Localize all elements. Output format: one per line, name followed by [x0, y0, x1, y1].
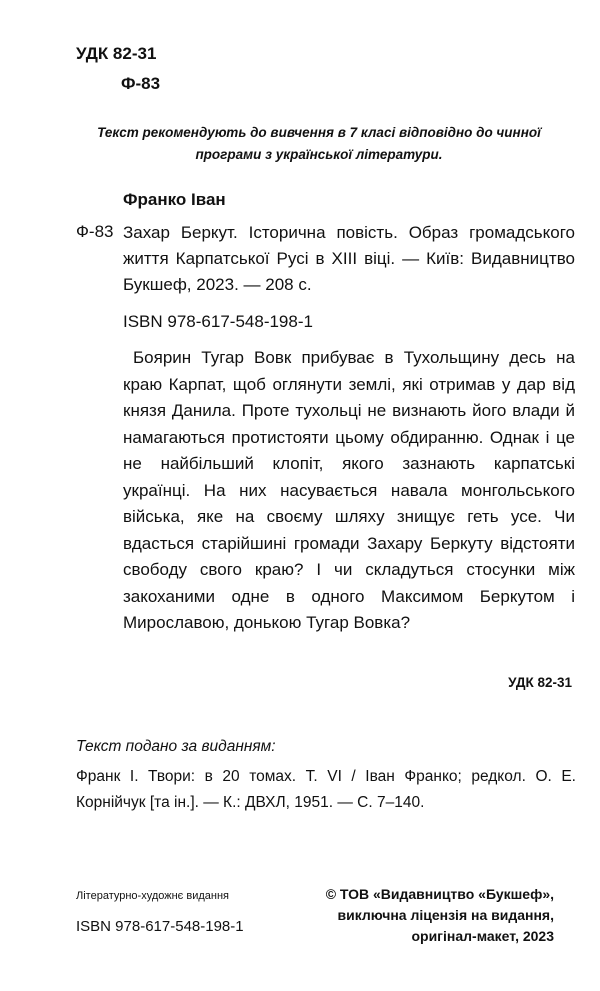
udk-code-header: УДК 82-31: [76, 44, 157, 63]
copyright-line: © ТОВ «Видавництво «Букшеф»,: [325, 886, 554, 902]
source-edition-label: Текст подано за виданням:: [76, 738, 276, 755]
catalog-isbn: ISBN 978-617-548-198-1: [123, 312, 313, 331]
catalog-code: Ф-83: [76, 222, 114, 241]
edition-genre: Літературно-художнє видання: [76, 890, 229, 902]
catalog-author: Франко Іван: [123, 190, 226, 209]
recommendation-line: Текст рекомендують до вивчення в 7 класі відповідно до чинної: [97, 125, 541, 140]
source-edition-reference: Франк І. Твори: в 20 томах. Т. VI / Іван Франко; редкол. О. Е. Корнійчук [та ін.]. — К.: ДВХЛ, 1951. — С. 7–140.: [76, 768, 576, 811]
copyright-line: оригінал-макет, 2023: [411, 928, 554, 944]
copyright-notice: [326, 884, 554, 947]
curriculum-recommendation: [80, 122, 558, 166]
annotation-udk: УДК 82-31: [508, 675, 572, 690]
footer-isbn: ISBN 978-617-548-198-1: [76, 918, 244, 935]
author-code-header: Ф-83: [121, 74, 161, 93]
book-annotation: Боярин Тугар Вовк прибуває в Тухольщину десь на краю Карпат, щоб оглянути землі, які отримав у дар від князя Данила. Проте тухольці не визнають його влади й намагаються протистояти цьому обдиранню. Однак і це не найбільший клопіт, якого зазнають карпатські українці. На них насувається навала монгольського війська, яке на своєму шляху знищує геть усе. Чи вдасться старійшині громади Захару Беркуту відстояти свободу свого краю? І чи складуться стосунки між закоханими одне в одного Максимом Беркутом і Мирославою, донькою Тугар Вовка?: [123, 348, 575, 632]
bibliographic-description: Захар Беркут. Історична повість. Образ громадського життя Карпатської Русі в XIII віці. — Київ: Видавництво Букшеф, 2023. — 208 с.: [123, 223, 575, 294]
recommendation-line: програми з української літератури.: [195, 147, 443, 162]
copyright-line: виключна ліцензія на видання,: [337, 907, 554, 923]
